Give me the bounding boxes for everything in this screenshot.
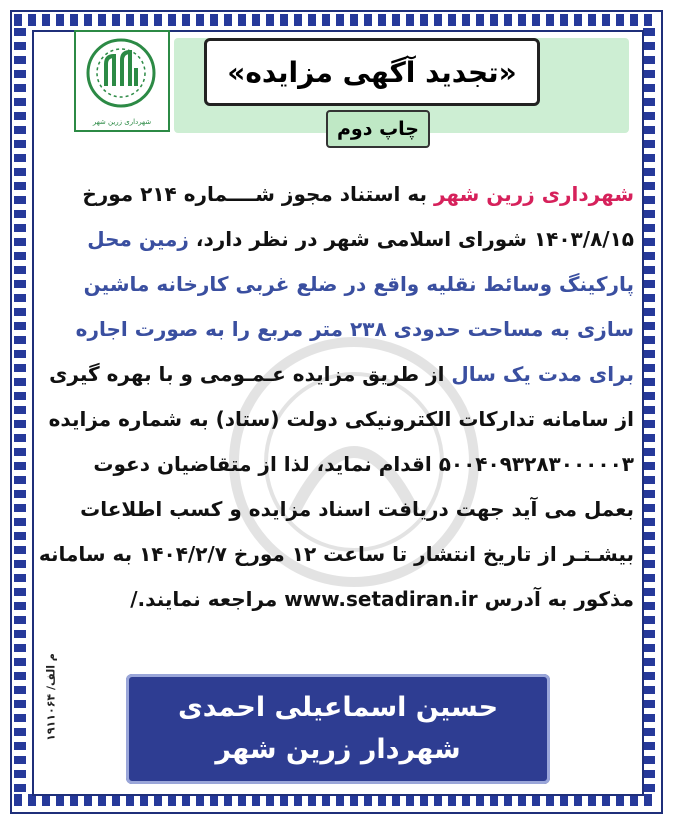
- body-segment: از طریق مزایده عـمـومی و با بهره گیری: [49, 362, 452, 386]
- body-segment: زمین محل: [87, 227, 189, 251]
- body-segment: به استناد مجوز شــــماره ۲۱۴ مورخ: [82, 182, 434, 206]
- signatory-name: حسین اسماعیلی احمدی: [177, 692, 499, 723]
- body-line: [74, 577, 634, 622]
- announcement-panel: [32, 30, 644, 796]
- logo-caption: شهرداری زرین شهر: [92, 118, 152, 126]
- body-line: [38, 532, 634, 577]
- body-line: [74, 217, 634, 262]
- reference-code: م الف/ ۱۹۱۱۰۶۴: [44, 653, 58, 741]
- zarrin-shahr-municipality-logo-icon: [84, 36, 158, 110]
- body-line: [74, 262, 634, 307]
- body-segment: مذکور به آدرس: [477, 587, 634, 611]
- body-line: [74, 442, 634, 487]
- page-title: «تجدید آگهی مزایده»: [227, 55, 517, 89]
- body-segment: بعمل می آید جهت دریافت اسناد مزایده و کسب اطلاعات: [80, 497, 634, 521]
- body-segment: ۱۴۰۳/۸/۱۵ شورای اسلامی شهر در نظر دارد،: [188, 227, 634, 251]
- website-link-text: www.setadiran.ir: [284, 587, 478, 611]
- body-segment: شهرداری زرین شهر: [433, 182, 634, 206]
- announcement-body: [38, 172, 634, 622]
- body-segment: سازی به مساحت حدودی ۲۳۸ متر مربع را به صورت اجاره: [75, 317, 634, 341]
- body-line: [74, 172, 634, 217]
- signature-box: [126, 674, 550, 784]
- body-segment: بیشـتـر از تاریخ انتشار تا ساعت ۱۲ مورخ ۱۴۰۴/۲/۷ به سامانه: [38, 542, 634, 566]
- signatory-role: شهردار زرین شهر: [215, 734, 461, 765]
- body-segment: پارکینگ وسائط نقلیه واقع در ضلع غربی کارخانه ماشین: [83, 272, 634, 296]
- body-line: [74, 487, 634, 532]
- municipality-logo: [74, 30, 170, 132]
- body-line: [49, 352, 634, 397]
- body-segment: مراجعه نمایند./: [130, 587, 285, 611]
- body-segment: برای مدت یک سال: [451, 362, 634, 386]
- body-segment: از سامانه تدارکات الکترونیکی دولت (ستاد) به شماره مزایده: [48, 407, 634, 431]
- body-line: [48, 397, 634, 442]
- subtitle-box: [326, 110, 430, 148]
- body-line: [74, 307, 634, 352]
- print-edition-label: چاپ دوم: [336, 118, 420, 140]
- body-segment: ۵۰۰۴۰۹۳۲۸۳۰۰۰۰۰۳ اقدام نماید، لذا از متقاضیان دعوت: [93, 452, 634, 476]
- side-reference: [36, 622, 66, 772]
- title-box: [204, 38, 540, 106]
